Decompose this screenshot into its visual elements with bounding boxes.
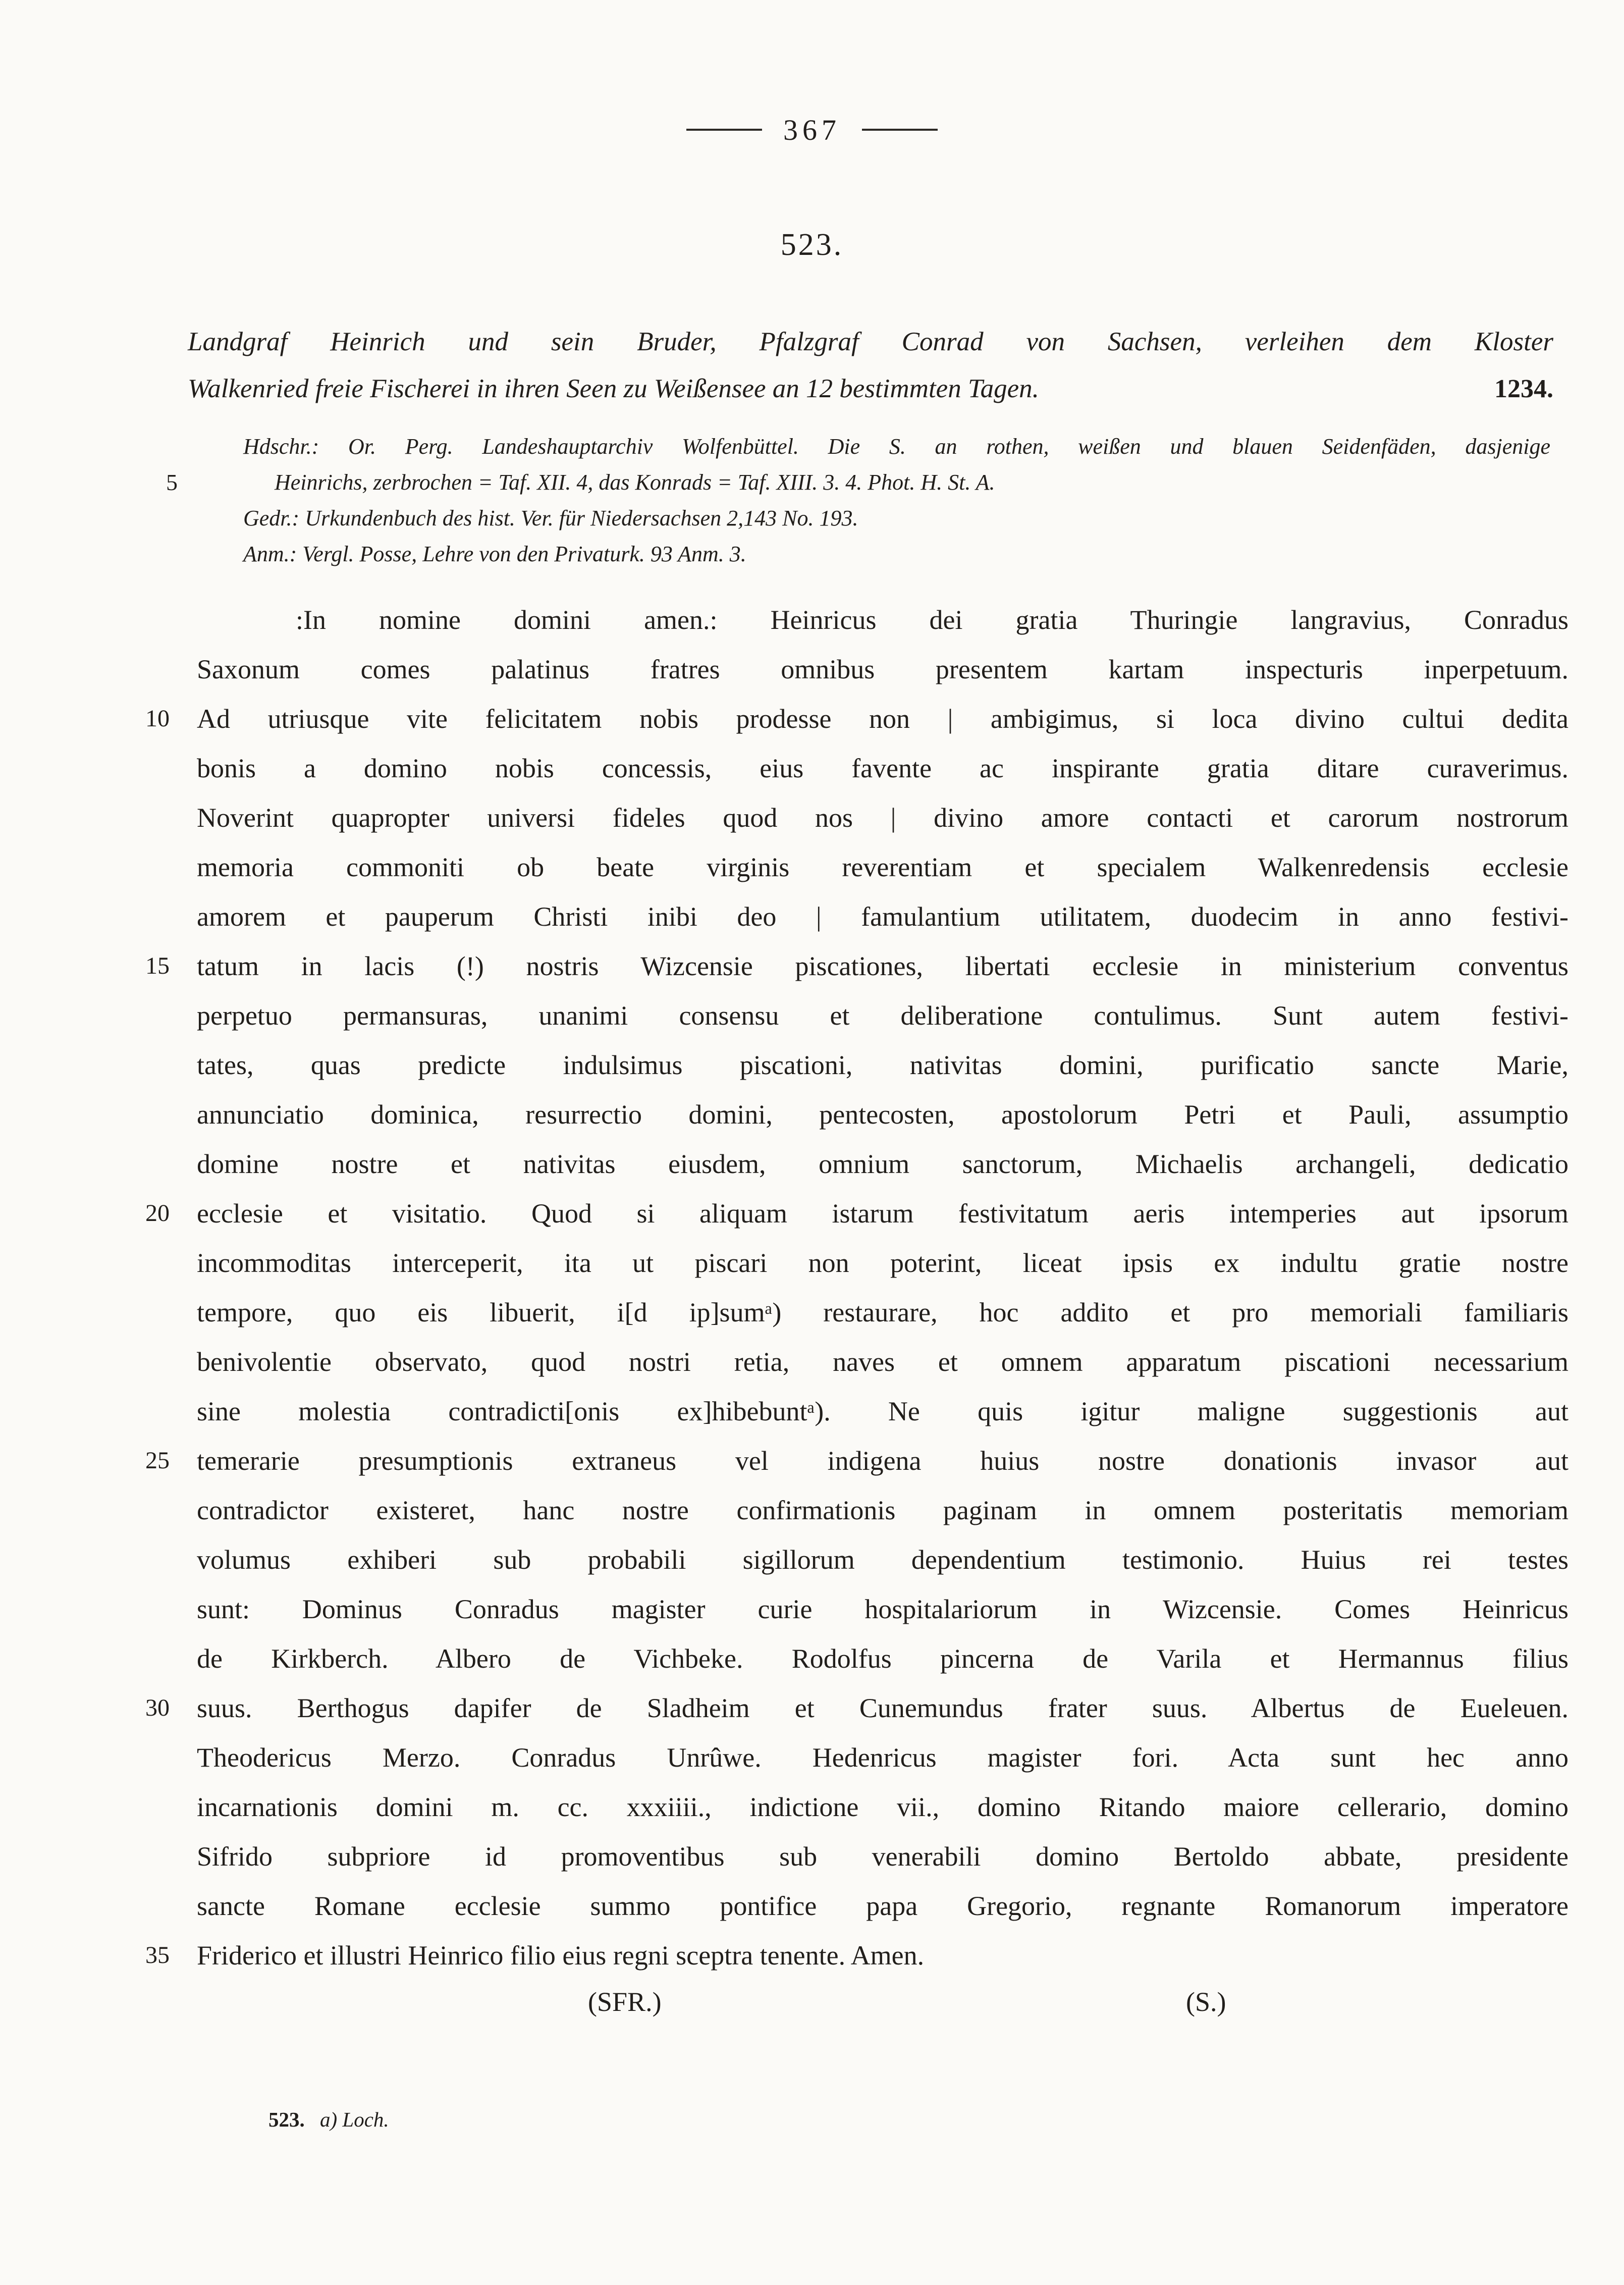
- footnote: [268, 2107, 1624, 2132]
- body-line: [197, 842, 1568, 892]
- page-number-rule-left: [686, 129, 762, 131]
- summary-text: Walkenried freie Fischerei in ihren Seen zu Weißensee an 12 bestimmten Tagen.: [188, 374, 1039, 403]
- body-text-line: Noverint quapropter universi fideles quod nos | divino amore contacti et carorum nostrorum: [197, 803, 1568, 833]
- body-line: [145, 694, 1568, 743]
- body-text-line: annunciatio dominica, resurrectio domini, pentecosten, apostolorum Petri et Pauli, assumptio: [197, 1099, 1568, 1130]
- body-line: [197, 1139, 1568, 1189]
- body-text-line: tatum in lacis (!) nostris Wizcensie piscationes, libertati ecclesie in ministerium conventus: [197, 951, 1568, 981]
- apparatus-line: [243, 500, 1550, 536]
- body-text-line: domine nostre et nativitas eiusdem, omnium sanctorum, Michaelis archangeli, dedicatio: [197, 1149, 1568, 1179]
- summary-line: Landgraf Heinrich und sein Bruder, Pfalzgraf Conrad von Sachsen, verleihen dem Kloster: [188, 327, 1553, 356]
- apparatus-line: [243, 536, 1550, 572]
- apparatus-text: Gedr.: Urkundenbuch des hist. Ver. für Niedersachsen 2,143 No. 193.: [243, 506, 858, 530]
- seal-row: [197, 1986, 1568, 2036]
- body-text-line: de Kirkberch. Albero de Vichbeke. Rodolfus pincerna de Varila et Hermannus filius: [197, 1643, 1568, 1674]
- body-line: [197, 892, 1568, 941]
- body-text-line: ecclesie et visitatio. Quod si aliquam istarum festivitatum aeris intemperies aut ipsorum: [197, 1198, 1568, 1229]
- body-line: [197, 1288, 1568, 1337]
- body-line: [197, 1733, 1568, 1782]
- body-line: [197, 1090, 1568, 1139]
- body-line: [197, 1634, 1568, 1683]
- apparatus-text: Hdschr.: Or. Perg. Landeshauptarchiv Wolfenbüttel. Die S. an rothen, weißen und blauen Seidenfäden, dasjenige: [243, 434, 1550, 459]
- body-line: [197, 1337, 1568, 1387]
- body-text-line: Sifrido subpriore id promoventibus sub venerabili domino Bertoldo abbate, presidente: [197, 1841, 1568, 1872]
- body-line: [197, 1782, 1568, 1832]
- page-number-rule-right: [862, 129, 938, 131]
- body-text-line: Saxonum comes palatinus fratres omnibus presentem kartam inspecturis inperpetuum.: [197, 654, 1568, 684]
- body-text-line: sunt: Dominus Conradus magister curie hospitalariorum in Wizcensie. Comes Heinricus: [197, 1594, 1568, 1624]
- body-line: [197, 1387, 1568, 1436]
- body-text-line: sine molestia contradicti[onis ex]hibebuntᵃ). Ne quis igitur maligne suggestionis aut: [197, 1396, 1568, 1426]
- margin-line-number: 25: [145, 1447, 170, 1474]
- body-line: [145, 1931, 1568, 1980]
- body-text-line: contradictor existeret, hanc nostre confirmationis paginam in omnem posteritatis memoriam: [197, 1495, 1568, 1525]
- body-line: [197, 1881, 1568, 1931]
- charter-body: [145, 595, 1568, 1980]
- apparatus-line: [243, 429, 1550, 464]
- margin-line-number: 10: [145, 705, 170, 732]
- document-number: 523.: [780, 228, 844, 262]
- summary-line: [188, 365, 1553, 412]
- body-line: [197, 991, 1568, 1040]
- body-line: [197, 793, 1568, 842]
- body-line: [145, 1436, 1568, 1485]
- body-text-line: Ad utriusque vite felicitatem nobis prodesse non | ambigimus, si loca divino cultui dedita: [197, 704, 1568, 734]
- body-text-line: memoria commoniti ob beate virginis reverentiam et specialem Walkenredensis ecclesie: [197, 852, 1568, 882]
- body-text-line: Friderico et illustri Heinrico filio eius regni sceptra tenente. Amen.: [197, 1940, 925, 1971]
- page-number: 367: [783, 113, 841, 146]
- document-year: 1234.: [1494, 375, 1553, 403]
- apparatus-text: Anm.: Vergl. Posse, Lehre von den Privaturk. 93 Anm. 3.: [243, 542, 746, 566]
- margin-line-number: 5: [166, 469, 178, 495]
- seal-mark-right: (S.): [1186, 1987, 1226, 2017]
- apparatus-text: Heinrichs, zerbrochen = Taf. XII. 4, das Konrads = Taf. XIII. 3. 4. Phot. H. St. A.: [275, 470, 995, 495]
- body-line: [145, 941, 1568, 991]
- body-line: [197, 743, 1568, 793]
- body-line: [197, 1238, 1568, 1288]
- body-text-line: amorem et pauperum Christi inibi deo | famulantium utilitatem, duodecim in anno festivi-: [197, 901, 1568, 932]
- document-summary: [188, 318, 1553, 412]
- body-line: [145, 1683, 1568, 1733]
- body-text-line: sancte Romane ecclesie summo pontifice papa Gregorio, regnante Romanorum imperatore: [197, 1891, 1568, 1921]
- body-line: [197, 1832, 1568, 1881]
- body-line: [197, 1040, 1568, 1090]
- body-text-line: tates, quas predicte indulsimus piscationi, nativitas domini, purificatio sancte Marie,: [197, 1050, 1568, 1080]
- body-line: [197, 595, 1568, 645]
- footnote-number: 523.: [268, 2108, 305, 2131]
- apparatus-line: [166, 464, 1550, 500]
- margin-line-number: 35: [145, 1942, 170, 1969]
- body-text-line: incommoditas interceperit, ita ut piscari non poterint, liceat ipsis ex indultu gratie nostre: [197, 1248, 1568, 1278]
- body-text-line: :In nomine domini amen.: Heinricus dei gratia Thuringie langravius, Conradus: [296, 605, 1568, 635]
- body-text-line: benivolentie observato, quod nostri retia, naves et omnem apparatum piscationi necessarium: [197, 1347, 1568, 1377]
- body-line: [197, 1535, 1568, 1584]
- body-text-line: suus. Berthogus dapifer de Sladheim et Cunemundus frater suus. Albertus de Eueleuen.: [197, 1693, 1568, 1723]
- body-line: [197, 645, 1568, 694]
- footnote-text: a) Loch.: [320, 2108, 389, 2131]
- body-text-line: volumus exhiberi sub probabili sigillorum dependentium testimonio. Huius rei testes: [197, 1545, 1568, 1575]
- apparatus-notes: [166, 429, 1550, 572]
- seal-mark-left: (SFR.): [588, 1987, 662, 2017]
- body-text-line: perpetuo permansuras, unanimi consensu et deliberatione contulimus. Sunt autem festivi-: [197, 1000, 1568, 1031]
- margin-line-number: 30: [145, 1694, 170, 1721]
- page-header: [0, 112, 1624, 147]
- body-text-line: bonis a domino nobis concessis, eius favente ac inspirante gratia ditare curaverimus.: [197, 753, 1568, 783]
- body-line: [197, 1584, 1568, 1634]
- margin-line-number: 15: [145, 952, 170, 979]
- body-line: [197, 1485, 1568, 1535]
- body-text-line: incarnationis domini m. cc. xxxiiii., indictione vii., domino Ritando maiore cellerario, domino: [197, 1792, 1568, 1822]
- body-text-line: Theodericus Merzo. Conradus Unrûwe. Hedenricus magister fori. Acta sunt hec anno: [197, 1742, 1568, 1773]
- body-text-line: tempore, quo eis libuerit, i[d ip]sumᵃ) restaurare, hoc addito et pro memoriali familiaris: [197, 1297, 1568, 1327]
- body-text-line: temerarie presumptionis extraneus vel indigena huius nostre donationis invasor aut: [197, 1446, 1568, 1476]
- body-line: [145, 1189, 1568, 1238]
- margin-line-number: 20: [145, 1200, 170, 1227]
